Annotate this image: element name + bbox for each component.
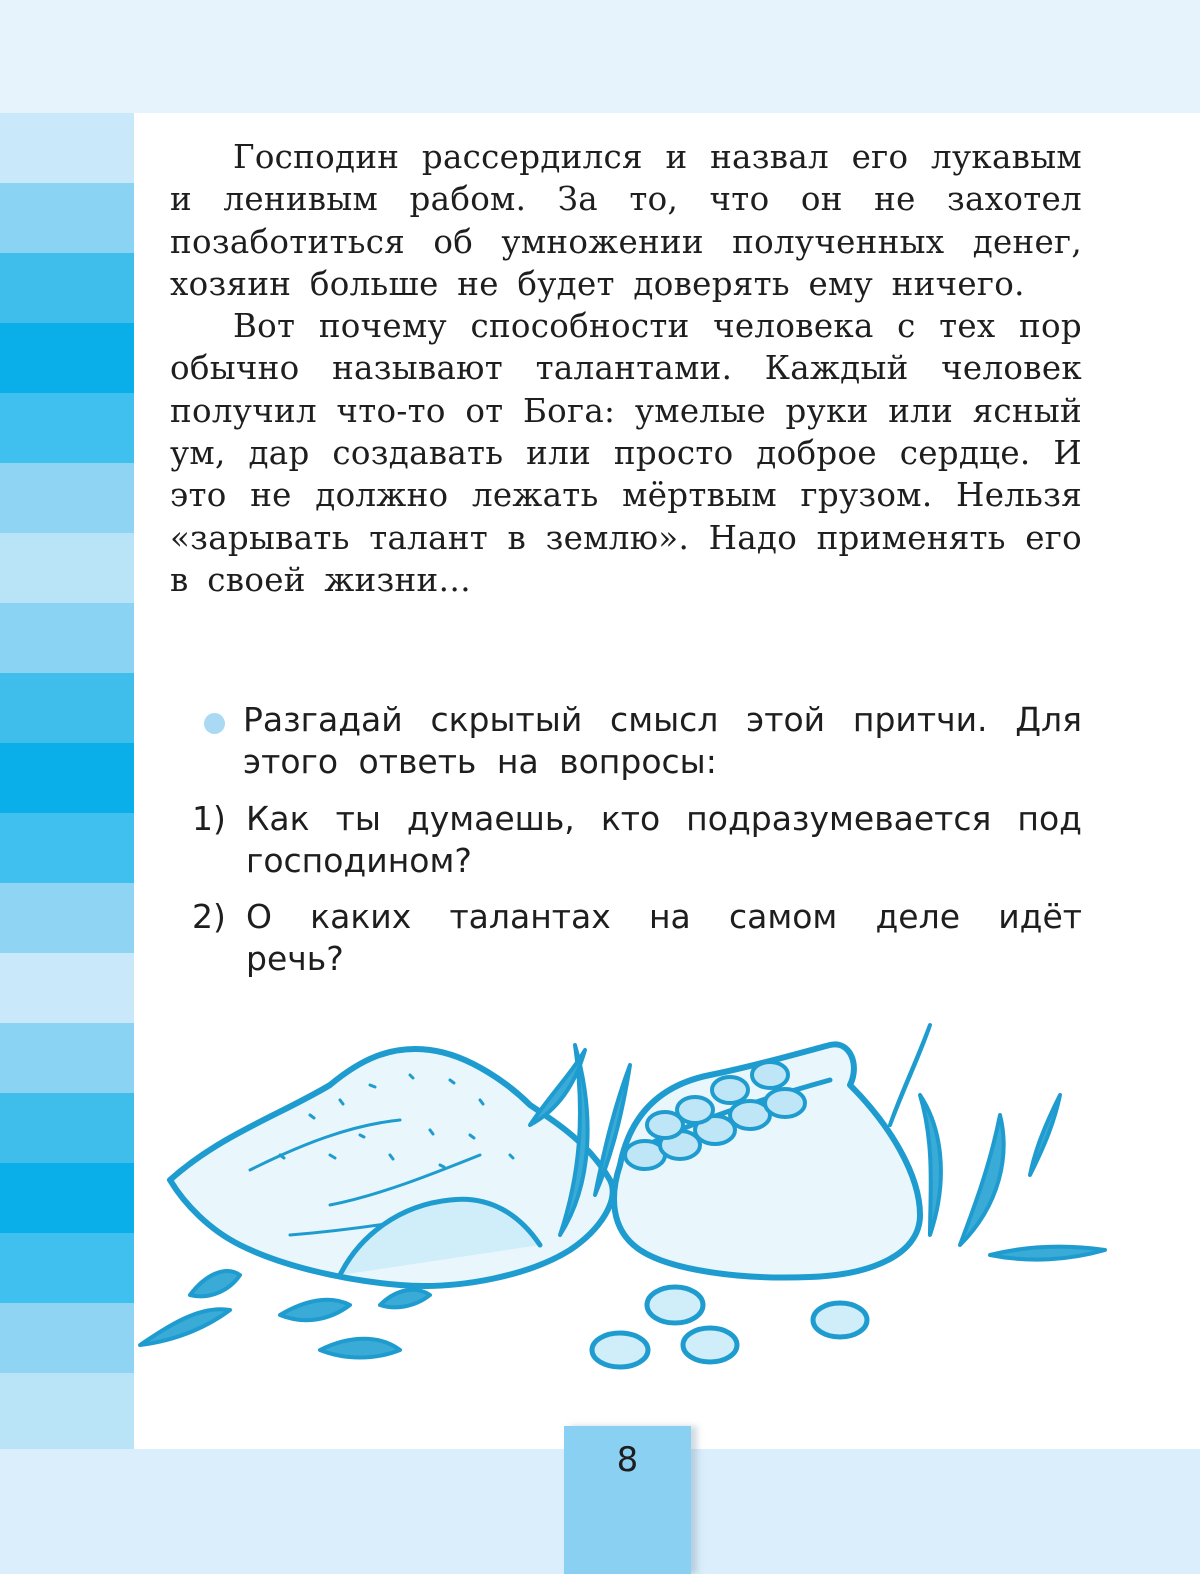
stripe — [0, 1163, 134, 1233]
stripe — [0, 463, 134, 533]
question-item — [192, 896, 1082, 980]
stripe — [0, 603, 134, 673]
stripe — [0, 953, 134, 1023]
stripe — [0, 253, 134, 323]
stripe — [0, 323, 134, 393]
stripe — [0, 1023, 134, 1093]
side-color-stripes — [0, 113, 134, 1449]
question-item — [192, 798, 1082, 882]
task-section — [192, 699, 1082, 980]
stripe — [0, 113, 134, 183]
question-text: О каких талантах на самом деле идёт речь? — [246, 897, 1082, 978]
stripe — [0, 1233, 134, 1303]
illustration-mound-sack-coins — [130, 1005, 1120, 1405]
question-number: 1) — [192, 799, 226, 838]
stripe — [0, 183, 134, 253]
stripe — [0, 743, 134, 813]
task-text: Разгадай скрытый смысл этой притчи. Для этого ответь на вопросы: — [243, 700, 1082, 781]
story-text — [170, 136, 1082, 601]
stripe — [0, 813, 134, 883]
stripe — [0, 1093, 134, 1163]
stripe — [0, 673, 134, 743]
question-number: 2) — [192, 897, 226, 936]
top-margin-band — [0, 0, 1200, 113]
page-number-tab — [564, 1426, 691, 1574]
stripe — [0, 533, 134, 603]
stripe — [0, 1373, 134, 1449]
paragraph: Господин рассердился и назвал его лукавым и ленивым рабом. За то, что он не захотел позаботиться об умножении полученных денег, хозяин больше не будет доверять ему ничего. — [170, 138, 1082, 303]
task-instruction — [200, 699, 1082, 783]
stripe — [0, 393, 134, 463]
stripe — [0, 883, 134, 953]
stripe — [0, 1303, 134, 1373]
bullet-icon — [204, 713, 225, 734]
paragraph: Вот почему способности человека с тех пор обычно называют талантами. Каждый человек получил что-то от Бога: умелые руки или ясный ум, дар создавать или просто доброе сердце. И это не должно лежать мёртвым грузом. Нельзя «зарывать талант в землю». Надо применять его в своей жизни… — [170, 307, 1082, 599]
page-number: 8 — [616, 1440, 639, 1480]
question-text: Как ты думаешь, кто подразумевается под господином? — [246, 799, 1082, 880]
